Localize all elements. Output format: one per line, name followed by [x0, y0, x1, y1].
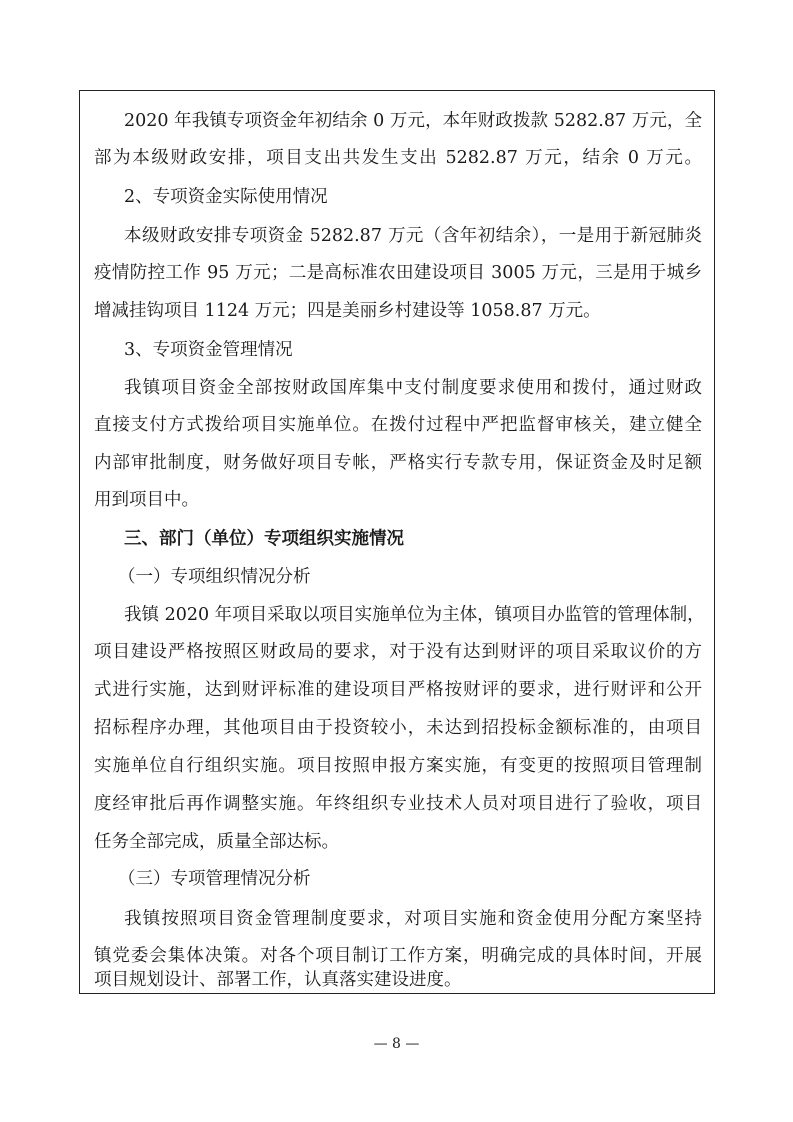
paragraph-line: 实施单位自行组织实施。项目按照申报方案实施，有变更的按照项目管理制: [94, 756, 702, 776]
content-frame: [79, 90, 715, 994]
paragraph-line: 增减挂钩项目 1124 万元；四是美丽乡村建设等 1058.87 万元。: [94, 301, 601, 321]
paragraph-line: 镇党委会集体决策。对各个项目制订工作方案，明确完成的具体时间，开展: [94, 946, 702, 966]
paragraph-line: 内部审批制度，财务做好项目专帐，严格实行专款专用，保证资金及时足额: [94, 453, 702, 473]
paragraph-line: 招标程序办理，其他项目由于投资较小，未达到招投标金额标准的，由项目: [94, 718, 702, 738]
section-heading: 3、专项资金管理情况: [124, 340, 293, 360]
paragraph-line: 度经审批后再作调整实施。年终组织专业技术人员对项目进行了验收，项目: [94, 794, 702, 814]
subsection-heading: （一）专项组织情况分析: [118, 567, 311, 587]
paragraph-line: 疫情防控工作 95 万元；二是高标准农田建设项目 3005 万元，三是用于城乡: [94, 263, 702, 283]
paragraph-line: 项目规划设计、部署工作，认真落实建设进度。: [94, 970, 462, 990]
subsection-heading: （三）专项管理情况分析: [118, 869, 311, 889]
paragraph-line: 我镇项目资金全部按财政国库集中支付制度要求使用和拨付，通过财政: [124, 378, 702, 398]
chapter-heading: 三、部门（单位）专项组织实施情况: [124, 529, 404, 549]
paragraph-line: 项目建设严格按照区财政局的要求，对于没有达到财评的项目采取议价的方: [94, 642, 702, 662]
paragraph-line: 本级财政安排专项资金 5282.87 万元（含年初结余），一是用于新冠肺炎: [124, 226, 702, 246]
paragraph-line: 用到项目中。: [94, 490, 199, 510]
paragraph-line: 部为本级财政安排，项目支出共发生支出 5282.87 万元，结余 0 万元。: [94, 148, 702, 168]
paragraph-line: 我镇 2020 年项目采取以项目实施单位为主体，镇项目办监管的管理体制，: [124, 605, 705, 625]
paragraph-line: 我镇按照项目资金管理制度要求，对项目实施和资金使用分配方案坚持: [124, 909, 702, 929]
section-heading: 2、专项资金实际使用情况: [124, 187, 328, 207]
paragraph-line: 任务全部完成，质量全部达标。: [94, 832, 339, 852]
page-number: — 8 —: [373, 1036, 420, 1052]
paragraph-line: 直接支付方式拨给项目实施单位。在拨付过程中严把监督审核关，建立健全: [94, 415, 702, 435]
paragraph-line: 式进行实施，达到财评标准的建设项目严格按财评的要求，进行财评和公开: [94, 680, 702, 700]
paragraph-line: 2020 年我镇专项资金年初结余 0 万元，本年财政拨款 5282.87 万元，全: [124, 111, 702, 131]
